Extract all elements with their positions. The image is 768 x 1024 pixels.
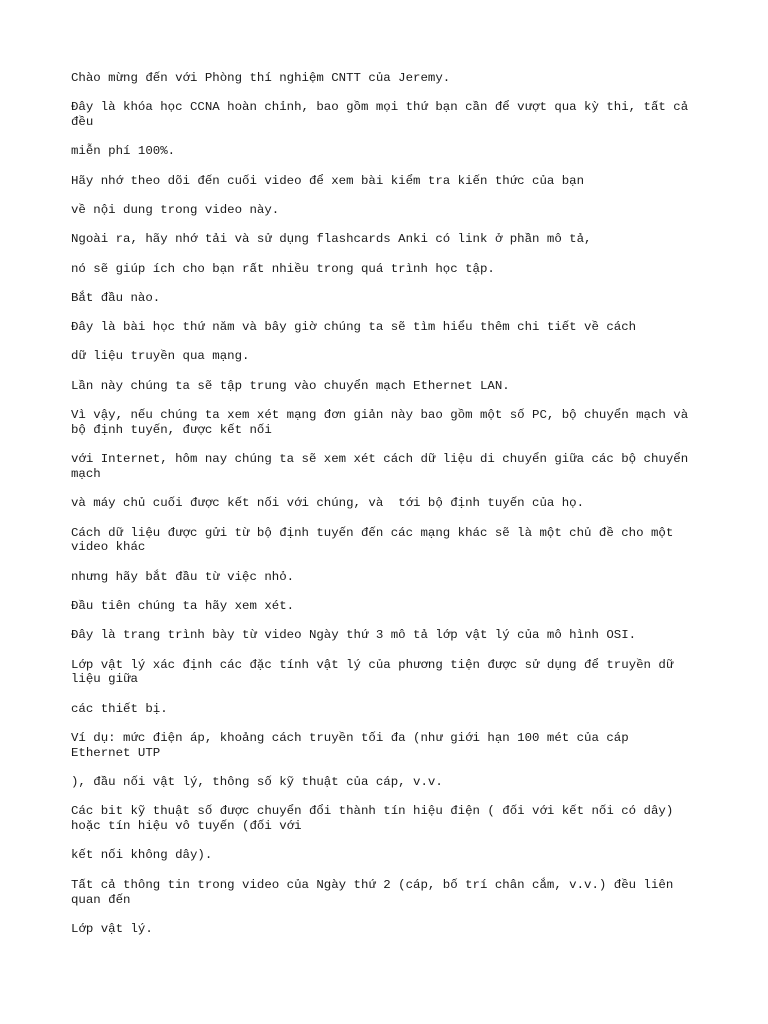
paragraph-3: miễn phí 100%. xyxy=(71,144,176,159)
document-text-body xyxy=(71,71,711,951)
paragraph-14: và máy chủ cuối được kết nối với chúng, và tới bộ định tuyến của họ. xyxy=(71,496,585,511)
paragraph-16: nhưng hãy bắt đầu từ việc nhỏ. xyxy=(71,569,295,584)
paragraph-13: với Internet, hôm nay chúng ta sẽ xem xét cách dữ liệu di chuyển giữa các bộ chuyển mạch xyxy=(71,452,689,481)
paragraph-8: Bắt đầu nào. xyxy=(71,290,161,305)
paragraph-12: Vì vậy, nếu chúng ta xem xét mạng đơn giản này bao gồm một số PC, bộ chuyển mạch và bộ định tuyến, được kết nối xyxy=(71,408,689,437)
paragraph-18: Đây là trang trình bày từ video Ngày thứ 3 mô tả lớp vật lý của mô hình OSI. xyxy=(71,628,637,643)
paragraph-5: về nội dung trong video này. xyxy=(71,202,280,217)
paragraph-2: Đây là khóa học CCNA hoàn chỉnh, bao gồm mọi thứ bạn cần để vượt qua kỳ thi, tất cả đều xyxy=(71,100,689,130)
paragraph-22: ), đầu nối vật lý, thông số kỹ thuật của cáp, v.v. xyxy=(71,775,443,790)
paragraph-4: Hãy nhớ theo dõi đến cuối video để xem bài kiểm tra kiến thức của bạn xyxy=(71,173,585,188)
paragraph-26: Lớp vật lý. xyxy=(71,921,153,936)
paragraph-19: Lớp vật lý xác định các đặc tính vật lý của phương tiện được sử dụng để truyền dữ liệu giữa xyxy=(71,657,674,687)
paragraph-1: Chào mừng đến với Phòng thí nghiệm CNTT của Jeremy. xyxy=(71,71,451,85)
paragraph-10: dữ liệu truyền qua mạng. xyxy=(71,349,250,364)
paragraph-24: kết nối không dây). xyxy=(71,848,213,863)
paragraph-20: các thiết bị. xyxy=(71,701,168,716)
paragraph-11: Lần này chúng ta sẽ tập trung vào chuyển mạch Ethernet LAN. xyxy=(71,378,510,393)
paragraph-9: Đây là bài học thứ năm và bây giờ chúng ta sẽ tìm hiểu thêm chi tiết về cách xyxy=(71,320,637,335)
paragraph-6: Ngoài ra, hãy nhớ tải và sử dụng flashcards Anki có link ở phần mô tả, xyxy=(71,232,592,247)
paragraph-7: nó sẽ giúp ích cho bạn rất nhiều trong quá trình học tập. xyxy=(71,261,495,276)
paragraph-17: Đầu tiên chúng ta hãy xem xét. xyxy=(71,598,295,613)
paragraph-21: Ví dụ: mức điện áp, khoảng cách truyền tối đa (như giới hạn 100 mét của cáp Ethernet UTP xyxy=(71,730,629,760)
paragraph-25: Tất cả thông tin trong video của Ngày thứ 2 (cáp, bố trí chân cắm, v.v.) đều liên quan đến xyxy=(71,877,674,907)
paragraph-15: Cách dữ liệu được gửi từ bộ định tuyến đến các mạng khác sẽ là một chủ đề cho một video khác xyxy=(71,525,674,555)
paragraph-23: Các bit kỹ thuật số được chuyển đổi thành tín hiệu điện ( đối với kết nối có dây) hoặc tín hiệu vô tuyến (đối với xyxy=(71,804,674,834)
